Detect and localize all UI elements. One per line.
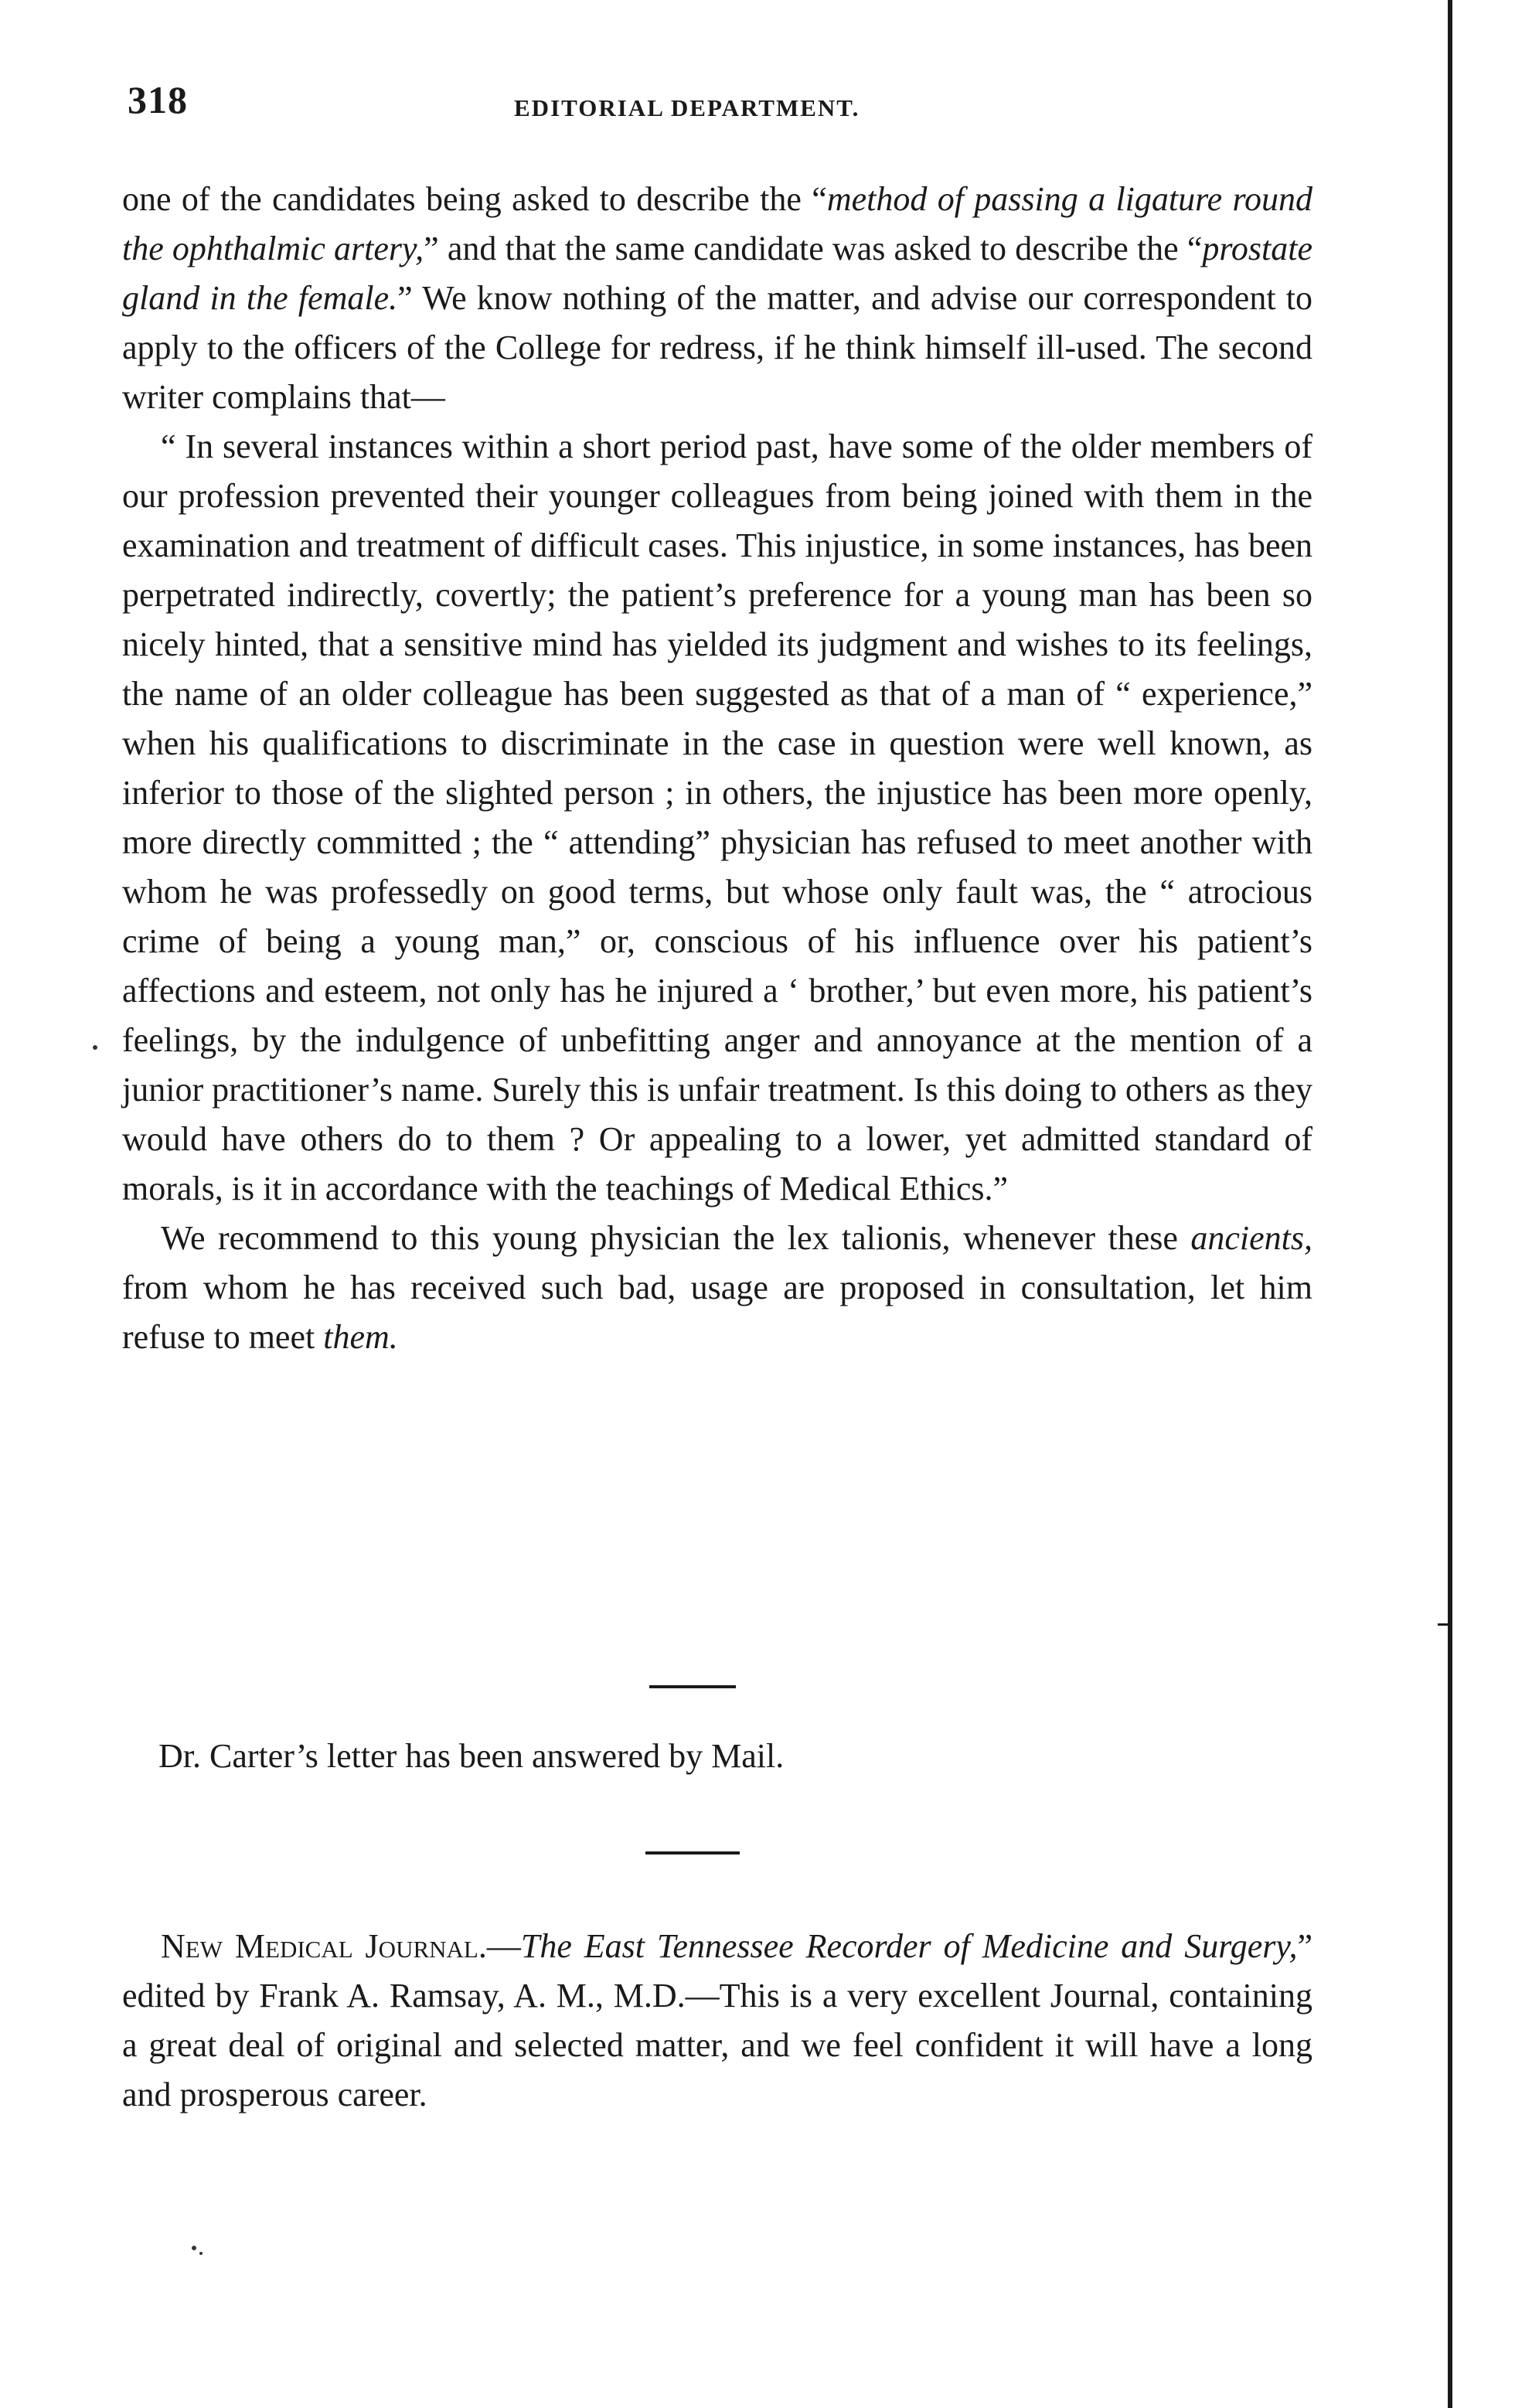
para1-italic-1: method of passing a ligature round the ophthalmic artery,: [122, 180, 1312, 267]
quoted-letter: [122, 422, 1312, 1214]
section-divider-2: [645, 1851, 740, 1855]
journal-dash: —: [486, 1927, 521, 1965]
para2-text-1: We recommend to this young physician the lex talionis, whenever these: [161, 1219, 1191, 1257]
quote-text: “ In several instances within a short period past, have some of the older members of our profession prevented their younger colleagues from being joined with them in the examination and treatment of difficult cases. This injustice, in some instances, has been perpetrated indirectly, covertly; the patient’s preference for a young man has been so nicely hinted, that a sensitive mind has yielded its judgment and wishes to its feelings, the name of an older colleague has been suggested as that of a man of “ experience,” when his qualifications to discriminate in the case in question were well known, as inferior to those of the slighted person ; in others, the injustice has been more openly, more directly committed ; the “ attending” physician has refused to meet another with whom he was professedly on good terms, but whose only fault was, the “ atrocious crime of being a young man,” or, conscious of his influence over his patient’s affections and esteem, not only has he injured a ‘ brother,’ but even more, his patient’s feelings, by the indulgence of unbefitting anger and annoyance at the mention of a junior practitioner’s name. Surely this is unfair treatment. Is this doing to others as they would have others do to them ? Or appealing to a lower, yet admitted standard of morals, is it in accordance with the teachings of Medical Ethics.”: [122, 427, 1312, 1207]
ink-speck: [199, 2252, 203, 2255]
journal-title: The East Tennessee Recorder of Medicine and Surgery,: [520, 1927, 1298, 1965]
running-head: EDITORIAL DEPARTMENT.: [514, 94, 860, 121]
paragraph-new-journal: [122, 1922, 1312, 2120]
page-header: [128, 77, 1318, 131]
page-edge-rule: [1448, 0, 1452, 2408]
para1-text-1: one of the candidates being asked to describe the “: [122, 180, 827, 218]
ink-speck: [93, 1045, 97, 1050]
journal-notice: [122, 1922, 1312, 2120]
journal-text: ” edited by Frank A. Ramsay, A. M., M.D.—This is a very excellent Journal, containing a great deal of original and selected matter, and we feel confident it will have a long and prosperous career.: [122, 1927, 1312, 2113]
section-divider-1: [649, 1685, 736, 1688]
para2-italic-1: ancients,: [1190, 1219, 1312, 1257]
page-number: 318: [128, 78, 188, 121]
journal-heading: New Medical Journal.: [161, 1927, 487, 1965]
para1-italic-2: prostate gland in the female.: [122, 230, 1312, 317]
para2-italic-2: them.: [323, 1318, 398, 1356]
article-body: [122, 175, 1312, 1362]
para2-text-2: from whom he has received such bad, usage are proposed in consultation, let him refuse to meet: [122, 1269, 1312, 1356]
paragraph-recommendation: [122, 1214, 1312, 1362]
para1-text-2: ” and that the same candidate was asked to describe the “: [424, 230, 1203, 267]
para1-text-3: ” We know nothing of the matter, and advise our correspondent to apply to the officers of the College for redress, if he think himself ill-used. The second writer complains that—: [122, 279, 1312, 416]
ink-speck: [192, 2246, 196, 2250]
notice-line: Dr. Carter’s letter has been answered by Mail.: [158, 1737, 785, 1775]
page-edge-tick: [1438, 1623, 1449, 1626]
paragraph-candidates: [122, 175, 1312, 422]
